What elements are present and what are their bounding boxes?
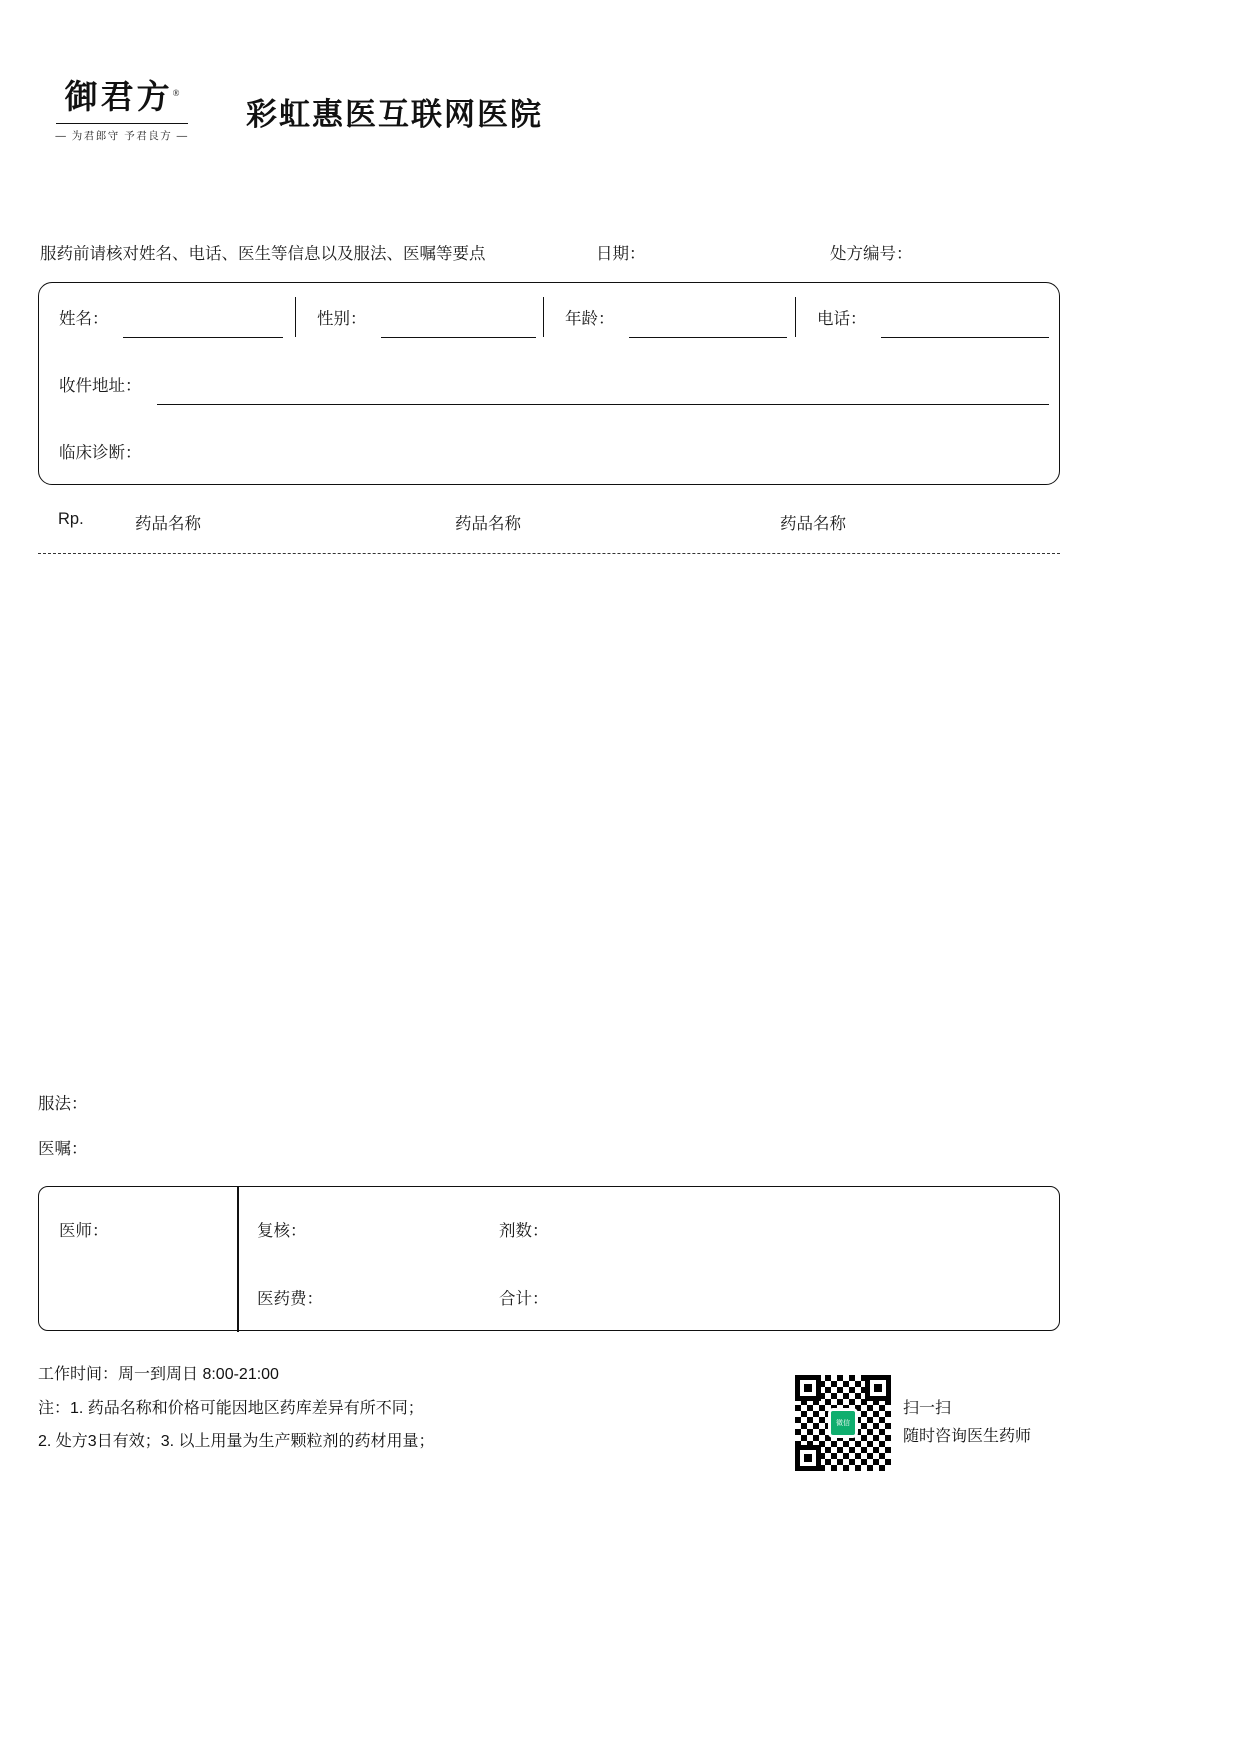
qr-finder-bottom-left: [795, 1445, 821, 1471]
name-input-line[interactable]: [123, 337, 283, 338]
registered-mark-icon: ®: [172, 88, 180, 98]
diagnosis-label: 临床诊断：: [59, 443, 142, 462]
qr-caption: [903, 1395, 1031, 1451]
address-input-line[interactable]: [157, 404, 1049, 405]
rp-dashed-separator: [38, 553, 1060, 554]
patient-info-box: [38, 282, 1060, 485]
qr-caption-line-1: 扫一扫: [903, 1400, 952, 1417]
footer-notes: [38, 1358, 434, 1459]
header: [52, 80, 543, 143]
age-label: 年龄：: [565, 309, 615, 328]
name-label: 姓名：: [59, 309, 109, 328]
phone-label: 电话：: [817, 309, 867, 328]
drug-name-column-2: 药品名称: [455, 515, 521, 533]
rp-label: Rp.: [58, 510, 84, 528]
qr-area: [795, 1375, 1031, 1471]
address-label: 收件地址：: [59, 376, 142, 395]
drug-name-column-3: 药品名称: [780, 515, 846, 533]
prescription-no-label: 处方编号：: [830, 245, 913, 263]
hospital-name: 彩虹惠医互联网医院: [246, 96, 543, 132]
logo-text: 御君方: [64, 80, 173, 116]
doctor-label: 医师：: [59, 1222, 109, 1240]
prescription-body-area[interactable]: [38, 560, 1060, 1070]
qr-finder-top-right: [865, 1375, 891, 1401]
patient-info-row-1: [39, 283, 1059, 350]
wechat-icon: 微信: [828, 1408, 858, 1438]
dose-count-label: 剂数：: [499, 1222, 549, 1240]
signature-divider: [237, 1187, 239, 1332]
total-label: 合计：: [499, 1290, 549, 1308]
patient-info-row-2: [39, 350, 1059, 417]
logo-wordmark: [52, 80, 192, 118]
qr-caption-line-2: 随时咨询医生药师: [903, 1428, 1032, 1445]
notice-text: 服药前请核对姓名、电话、医生等信息以及服法、医嘱等要点: [40, 245, 486, 263]
medicine-fee-label: 医药费：: [257, 1290, 323, 1308]
footer-note-1: 注：1. 药品名称和价格可能因地区药库差异有所不同；: [38, 1399, 424, 1417]
date-label: 日期：: [596, 245, 646, 263]
brand-logo: [52, 80, 192, 143]
work-time-text: 工作时间：周一到周日 8:00-21:00: [38, 1366, 279, 1383]
age-input-line[interactable]: [629, 337, 787, 338]
signature-box: [38, 1186, 1060, 1331]
advice-label: 医嘱：: [38, 1140, 88, 1158]
phone-input-line[interactable]: [881, 337, 1049, 338]
drug-name-column-1: 药品名称: [135, 515, 201, 533]
footer-note-2: 2. 处方3日有效；3. 以上用量为生产颗粒剂的药材用量；: [38, 1433, 435, 1451]
qr-code-icon[interactable]: [795, 1375, 891, 1471]
qr-finder-top-left: [795, 1375, 821, 1401]
gender-input-line[interactable]: [381, 337, 536, 338]
logo-tagline: — 为君郎守 予君良方 —: [55, 129, 189, 142]
logo-divider: [56, 123, 188, 124]
patient-info-row-3: [39, 417, 1059, 484]
review-label: 复核：: [257, 1222, 307, 1240]
gender-label: 性别：: [317, 309, 367, 328]
usage-label: 服法：: [38, 1095, 88, 1113]
